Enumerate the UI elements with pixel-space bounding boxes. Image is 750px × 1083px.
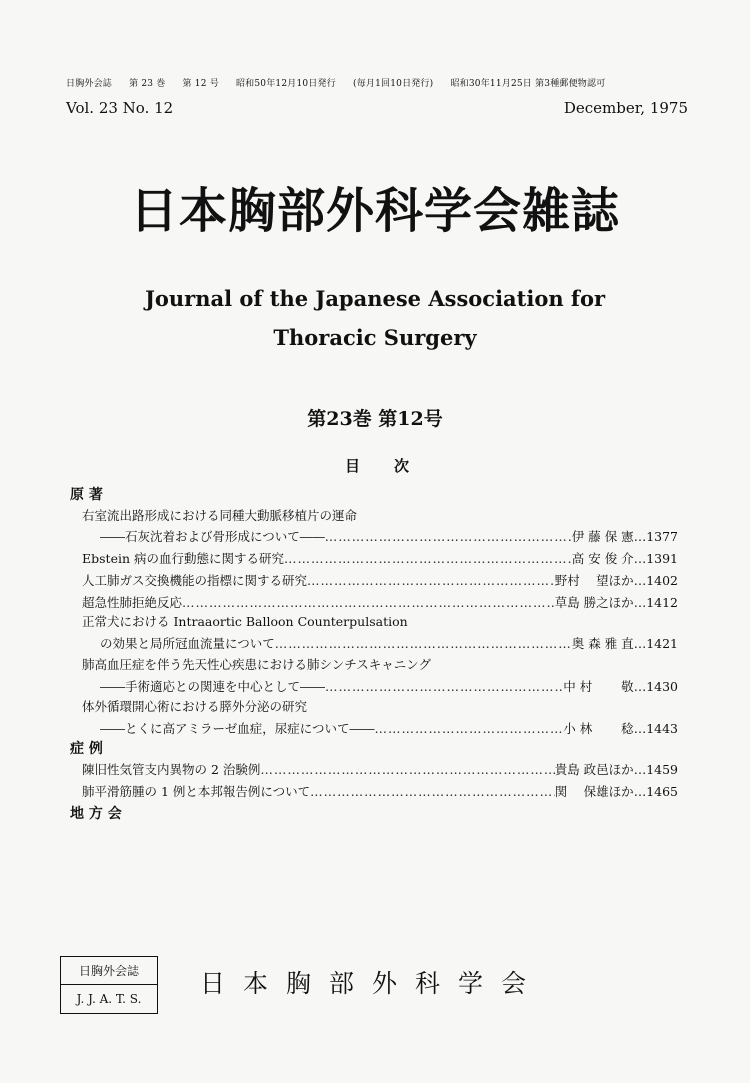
toc-entry-title: ――とくに高アミラーゼ血症，尿症について―― xyxy=(100,721,375,736)
toc-entry-1[interactable] xyxy=(100,527,678,545)
issue-date: December, 1975 xyxy=(563,99,688,117)
toc-entry-author: 関 保雄ほか xyxy=(554,784,634,799)
toc-entry-page: …1391 xyxy=(633,551,678,566)
publication-info-line xyxy=(66,76,686,89)
toc-entry-6[interactable] xyxy=(100,677,678,695)
toc-entry-author: 高 安 俊 介 xyxy=(571,551,634,566)
toc-entry-page: …1421 xyxy=(633,636,678,651)
toc-entry-5-line1: 正常犬における Intraaortic Balloon Counterpulsation xyxy=(82,614,408,629)
toc-entry-1-line1: 右室流出路形成における同種大動脈移植片の運命 xyxy=(82,508,358,523)
leader-dots xyxy=(325,679,563,694)
volume-number: Vol. 23 No. 12 xyxy=(66,99,174,117)
leader-dots xyxy=(310,784,555,799)
toc-entry-title: 肺平滑筋腫の 1 例と本邦報告例について xyxy=(82,784,311,799)
pub-issue-date: 昭和50年12月10日発行 xyxy=(235,79,336,89)
toc-entry-author: 小 林 稔 xyxy=(563,721,634,736)
leader-dots xyxy=(307,573,555,588)
toc-entry-5[interactable] xyxy=(100,634,678,652)
toc-entry-author: 貴島 政邑ほか xyxy=(554,762,634,777)
toc-entry-title: 超急性肺拒絶反応 xyxy=(82,595,183,610)
toc-entry-page: …1465 xyxy=(633,784,678,799)
toc-entry-4[interactable] xyxy=(82,593,678,611)
pub-journal-abbr: 日胸外会誌 xyxy=(66,79,113,89)
journal-abbreviation-box xyxy=(60,956,158,1014)
toc-entry-author: 奥 森 雅 直 xyxy=(571,636,634,651)
toc-heading-a: 目 xyxy=(345,457,361,475)
pub-postal-permit: 昭和30年11月25日 第3種郵便物認可 xyxy=(450,79,606,89)
toc-entry-title: 人工肺ガス交換機能の指標に関する研究 xyxy=(82,573,308,588)
pub-number: 第 12 号 xyxy=(182,79,219,89)
abbr-english: J. J. A. T. S. xyxy=(76,992,142,1006)
toc-entry-author: 中 村 敬 xyxy=(563,679,634,694)
leader-dots xyxy=(260,762,554,777)
toc-entry-title: ――手術適応との関連を中心として―― xyxy=(100,679,326,694)
journal-title-english-line2: Thoracic Surgery xyxy=(273,325,477,350)
abbr-japanese: 日胸外会誌 xyxy=(61,957,157,985)
toc-entry-title: 陳旧性気管支内異物の 2 治験例 xyxy=(82,762,261,777)
toc-heading xyxy=(345,455,409,476)
toc-entry-page: …1377 xyxy=(633,529,678,544)
toc-entry-author: 野村 望ほか xyxy=(554,573,634,588)
toc-entry-title: の効果と局所冠血流量について xyxy=(100,636,275,651)
toc-heading-b: 次 xyxy=(394,457,410,475)
toc-entry-author: 伊 藤 保 憲 xyxy=(571,529,634,544)
toc-entry-2[interactable] xyxy=(82,549,678,567)
leader-dots xyxy=(275,636,572,651)
toc-entry-7-line1: 体外循環開心術における膵外分泌の研究 xyxy=(82,699,308,714)
toc-entry-page: …1430 xyxy=(633,679,678,694)
toc-entry-6-line1: 肺高血圧症を伴う先天性心疾患における肺シンチスキャニング xyxy=(82,657,431,672)
section-regional-meetings: 地 方 会 xyxy=(70,806,122,822)
toc-entry-page: …1459 xyxy=(633,762,678,777)
toc-entry-9[interactable] xyxy=(82,782,678,800)
toc-entry-3[interactable] xyxy=(82,571,678,589)
pub-frequency: (毎月1回10日発行) xyxy=(352,79,434,89)
toc-entry-page: …1412 xyxy=(633,595,678,610)
section-originals: 原 著 xyxy=(70,487,103,503)
toc-entry-title: Ebstein 病の血行動態に関する研究 xyxy=(82,551,284,566)
journal-title-japanese: 日本胸部外科学会雑誌 xyxy=(129,183,620,239)
toc-entry-page: …1443 xyxy=(633,721,678,736)
leader-dots xyxy=(182,595,555,610)
journal-title-english-line1: Journal of the Japanese Association for xyxy=(144,286,606,311)
toc-entry-title: ――石灰沈着および骨形成について―― xyxy=(100,529,325,544)
toc-entry-author: 草島 勝之ほか xyxy=(554,595,634,610)
issue-label: 第23巻 第12号 xyxy=(307,408,443,430)
leader-dots xyxy=(325,529,572,544)
toc-entry-8[interactable] xyxy=(82,760,678,778)
section-cases: 症 例 xyxy=(70,741,103,757)
toc-entry-7[interactable] xyxy=(100,719,678,737)
society-name: 日本胸部外科学会 xyxy=(200,969,545,998)
toc-entry-page: …1402 xyxy=(633,573,678,588)
leader-dots xyxy=(375,721,564,736)
pub-volume: 第 23 巻 xyxy=(129,79,166,89)
leader-dots xyxy=(284,551,572,566)
